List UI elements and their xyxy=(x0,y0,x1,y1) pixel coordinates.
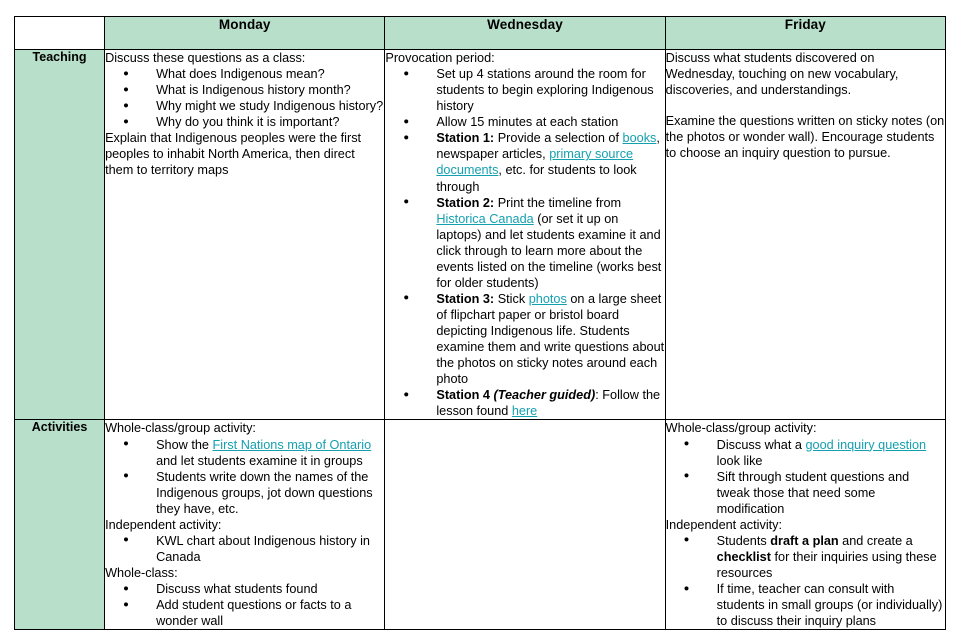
column-header-friday: Friday xyxy=(665,17,945,50)
station-3-text-b: on a large sheet of flipchart paper or bristol board depicting Indigenous life. Students examine them and write questions about the photos on sticky notes around each photo xyxy=(436,291,665,387)
activities-monday-group-list xyxy=(105,437,384,517)
station-3-text-a: Stick xyxy=(494,291,529,306)
link-good-inquiry-question[interactable]: good inquiry question xyxy=(805,437,927,452)
activities-monday-heading-3: Whole-class: xyxy=(105,566,178,580)
table-row-teaching xyxy=(15,50,946,420)
cell-activities-friday xyxy=(665,420,945,630)
cell-activities-wednesday xyxy=(385,420,665,630)
list-item: ● KWL chart about Indigenous history in Canada xyxy=(105,533,384,565)
list-item: ● Sift through student questions and tweak those that need some modification xyxy=(666,469,945,517)
column-header-wednesday: Wednesday xyxy=(385,17,665,50)
list-item-station-2 xyxy=(385,195,664,291)
station-1-text-a: Provide a selection of xyxy=(494,131,623,146)
activities-monday-b1-a: Show the xyxy=(156,437,213,452)
weekly-lesson-plan-table xyxy=(14,16,946,630)
teaching-monday-intro: Discuss these questions as a class: xyxy=(105,51,306,65)
activities-monday-heading-2: Independent activity: xyxy=(105,517,222,532)
activities-friday-b3-a: Students xyxy=(716,533,771,548)
cell-teaching-monday xyxy=(105,50,385,420)
list-item xyxy=(666,437,945,469)
teaching-monday-outro: Explain that Indigenous peoples were the first peoples to inhabit North America, then direct them to territory maps xyxy=(105,131,362,178)
column-header-monday: Monday xyxy=(105,17,385,50)
station-1-label: Station 1: xyxy=(436,131,495,146)
table-row-activities xyxy=(15,420,946,630)
activities-friday-b1-a: Discuss what a xyxy=(716,437,806,452)
list-item: ● Discuss what students found xyxy=(105,581,384,597)
list-item-station-3 xyxy=(385,291,664,387)
station-1-text-c: , etc. for students to look through xyxy=(436,163,637,194)
list-item: ● Set up 4 stations around the room for students to begin exploring Indigenous history xyxy=(385,66,664,114)
activities-friday-heading-1: Whole-class/group activity: xyxy=(665,421,817,436)
activities-friday-b3-bold-1: draft a plan xyxy=(770,533,839,548)
station-3-label: Station 3: xyxy=(436,291,495,306)
activities-monday-independent-list xyxy=(105,533,384,565)
station-2-text-b: (or set it up on laptops) and let students examine it and click through to learn more about the events listed on the timeline (works best for older students) xyxy=(436,211,662,290)
list-item: ● What is Indigenous history month? xyxy=(105,82,384,98)
link-photos[interactable]: photos xyxy=(528,291,567,306)
activities-monday-wholeclass-list xyxy=(105,581,384,629)
table-corner-cell xyxy=(15,17,105,50)
activities-friday-heading-2: Independent activity: xyxy=(665,517,783,532)
list-item-station-1 xyxy=(385,130,664,194)
lesson-plan-sheet xyxy=(14,16,946,629)
station-2-text-a: Print the timeline from xyxy=(494,195,622,210)
activities-monday-b1-b: and let students examine it in groups xyxy=(156,453,363,468)
teaching-friday-paragraph-2: Examine the questions written on sticky notes (on the photos or wonder wall). Encourage students to choose an inquiry question to pursue. xyxy=(665,114,945,161)
list-item xyxy=(105,437,384,469)
cell-teaching-friday xyxy=(665,50,945,420)
activities-friday-b3-b: and create a xyxy=(838,533,913,548)
teaching-wednesday-station-list xyxy=(385,66,664,419)
teaching-friday-paragraph-1: Discuss what students discovered on Wednesday, touching on new vocabulary, discoveries, and understandings. xyxy=(665,51,899,98)
teaching-wednesday-intro: Provocation period: xyxy=(385,51,495,65)
teaching-monday-question-list xyxy=(105,66,384,130)
station-4-teacher-guided: (Teacher guided) xyxy=(489,388,596,403)
activities-friday-b1-b: look like xyxy=(716,453,763,468)
list-item: ● What does Indigenous mean? xyxy=(105,66,384,82)
station-1-text-b: , newspaper articles, xyxy=(436,131,660,162)
activities-friday-independent-list xyxy=(666,533,945,629)
station-4-text-a: : Follow the lesson found xyxy=(436,388,661,419)
list-item-station-4 xyxy=(385,387,664,419)
cell-teaching-wednesday xyxy=(385,50,665,420)
list-item: ● Allow 15 minutes at each station xyxy=(385,114,664,130)
list-item: ● If time, teacher can consult with students in small groups (or individually) to discuss their inquiry plans xyxy=(666,581,945,629)
cell-activities-monday xyxy=(105,420,385,630)
table-header-row xyxy=(15,17,946,50)
list-item: ● Why do you think it is important? xyxy=(105,114,384,130)
activities-friday-b3-bold-2: checklist xyxy=(716,549,771,564)
activities-monday-heading-1: Whole-class/group activity: xyxy=(105,421,256,436)
activities-friday-group-list xyxy=(666,437,945,517)
list-item xyxy=(666,533,945,581)
row-label-teaching: Teaching xyxy=(15,50,105,420)
list-item: ● Students write down the names of the Indigenous groups, jot down questions they have, etc. xyxy=(105,469,384,517)
activities-friday-b3-c: for their inquiries using these resources xyxy=(716,549,937,580)
station-2-label: Station 2: xyxy=(436,195,495,210)
link-books[interactable]: books xyxy=(622,131,657,146)
row-label-activities: Activities xyxy=(15,420,105,630)
station-4-label: Station 4 xyxy=(436,388,490,403)
link-historica-canada[interactable]: Historica Canada xyxy=(436,211,534,226)
teaching-friday-spacer xyxy=(666,98,945,113)
link-here[interactable]: here xyxy=(511,404,538,419)
list-item: ● Add student questions or facts to a wonder wall xyxy=(105,597,384,629)
list-item: ● Why might we study Indigenous history? xyxy=(105,98,384,114)
link-first-nations-map-of-ontario[interactable]: First Nations map of Ontario xyxy=(212,437,372,452)
link-primary-source-documents[interactable]: primary source documents xyxy=(436,147,634,178)
